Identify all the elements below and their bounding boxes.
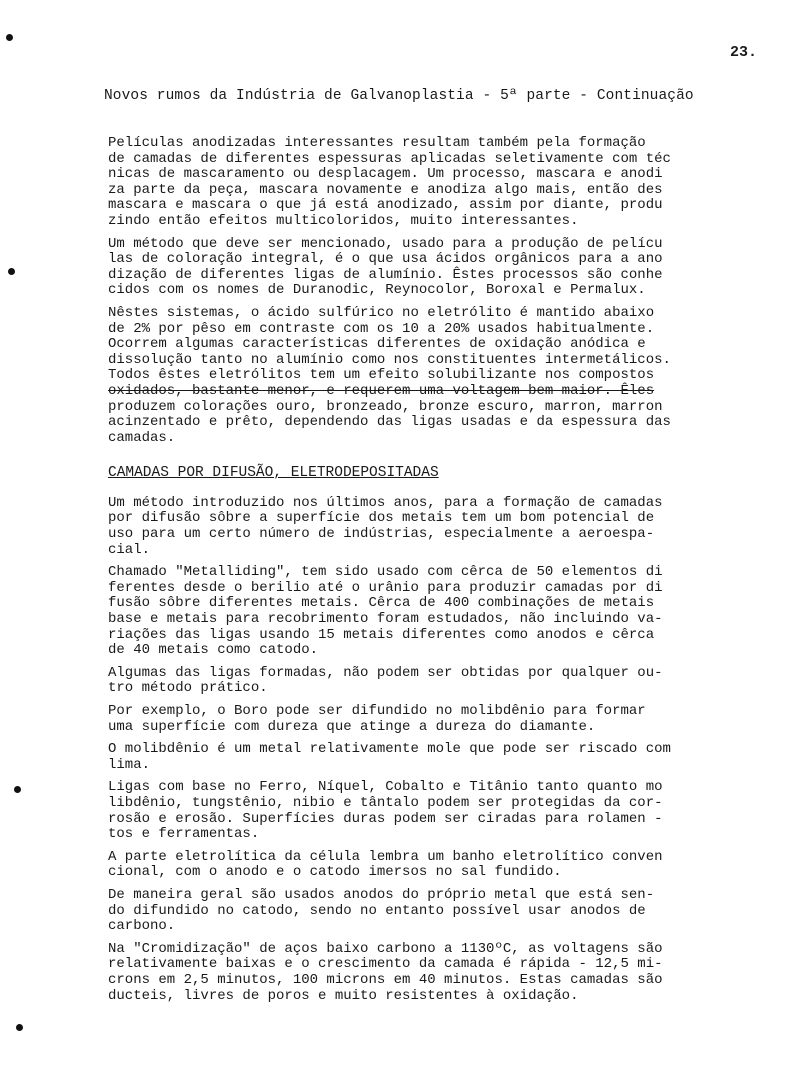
paragraph-text: Nêstes sistemas, o ácido sulfúrico no eletrólito é mantido abaixo de 2% por pêso em contraste com os 10 a 20% usados habitualmente. Ocorrem algumas características diferentes de oxidação anódica e dissolução tanto no alumínio como nos constituentes intermetálicos. Todos êstes eletrólitos tem um efeito solubilizante nos compostos [108,304,671,384]
binder-hole-upper [8,268,15,275]
page-number: 23. [730,44,758,61]
paragraph-electrolyte-systems [108,306,773,446]
paragraph: Um método introduzido nos últimos anos, para a formação de camadas por difusão sôbre a superfície dos metais tem um bom potencial de uso para um certo número de indústrias, especialmente a aeroespa- cial. [108,494,663,558]
paragraph-anodized-films: Películas anodizadas interessantes resultam também pela formação de camadas de diferentes espessuras aplicadas seletivamente com téc nicas de mascaramento ou desplacagem. Um processo, mascara e anodi za parte da peça, mascara novamente e anodiza algo mais, então des mascara e mascara o que já está anodizado, assim por diante, produ zindo então efeitos multicoloridos, muito interessantes. [108,135,671,229]
binder-hole-bottom [16,1024,23,1031]
document-body [108,136,773,1011]
binder-hole-top [6,34,13,41]
paragraph: Por exemplo, o Boro pode ser difundido no molibdênio para formar uma superfície com dureza que atinge a dureza do diamante. [108,703,646,735]
binder-hole-lower [14,786,21,793]
paragraph: O molibdênio é um metal relativamente mole que pode ser riscado com lima. [108,741,671,773]
paragraph: A parte eletrolítica da célula lembra um banho eletrolítico conven cional, com o anodo e o catodo imersos no sal fundido. [108,848,663,881]
paragraph: Na "Cromidização" de aços baixo carbono a 1130ºC, as voltagens são relativamente baixas e o crescimento da camada é rápida - 12,5 mi- crons em 2,5 minutos, 100 microns em 40 minutos. Estas camadas são ducteis, livres de poros e muito resistentes à oxidação. [108,940,663,1004]
paragraph: Chamado "Metalliding", tem sido usado com cêrca de 50 elementos di ferentes desde o berilio até o urânio para produzir camadas por di fusão sôbre diferentes metais. Cêrca de 400 combinações de metais base e metais para recobrimento foram estudados, não incluindo va- riações das ligas usando 15 metais diferentes como anodos e cêrca de 40 metais como catodo. [108,564,663,659]
page-header: Novos rumos da Indústria de Galvanoplastia - 5ª parte - Continuação [104,88,694,104]
paragraph: Algumas das ligas formadas, não podem ser obtidas por qualquer ou- tro método prático. [108,664,663,697]
paragraph: De maneira geral são usados anodos do próprio metal que está sen- do difundido no catodo, sendo no entanto possível usar anodos de carbono. [108,886,655,935]
paragraph: Ligas com base no Ferro, Níquel, Cobalto e Titânio tanto quanto mo libdênio, tungstênio, nibio e tântalo podem ser protegidas da cor- rosão e erosão. Superfícies duras podem ser ciradas para rolamen - tos e ferramentas. [108,779,663,843]
struck-text: oxidados, bastante menor, e requerem uma voltagem bem maior. Êles [108,382,655,399]
section-title: CAMADAS POR DIFUSÃO, ELETRODEPOSITADAS [108,465,439,482]
paragraph-integral-coloring: Um método que deve ser mencionado, usado para a produção de pelícu las de coloração integral, é o que usa ácidos orgânicos para a ano dização de diferentes ligas de alumínio. Êstes processos são conhe cidos com os nomes de Duranodic, Reynocolor, Boroxal e Permalux. [108,235,663,299]
paragraph-text: produzem colorações ouro, bronzeado, bronze escuro, marron, marron acinzentado e prêto, dependendo das ligas usadas e da espessura das camadas. [108,398,671,446]
